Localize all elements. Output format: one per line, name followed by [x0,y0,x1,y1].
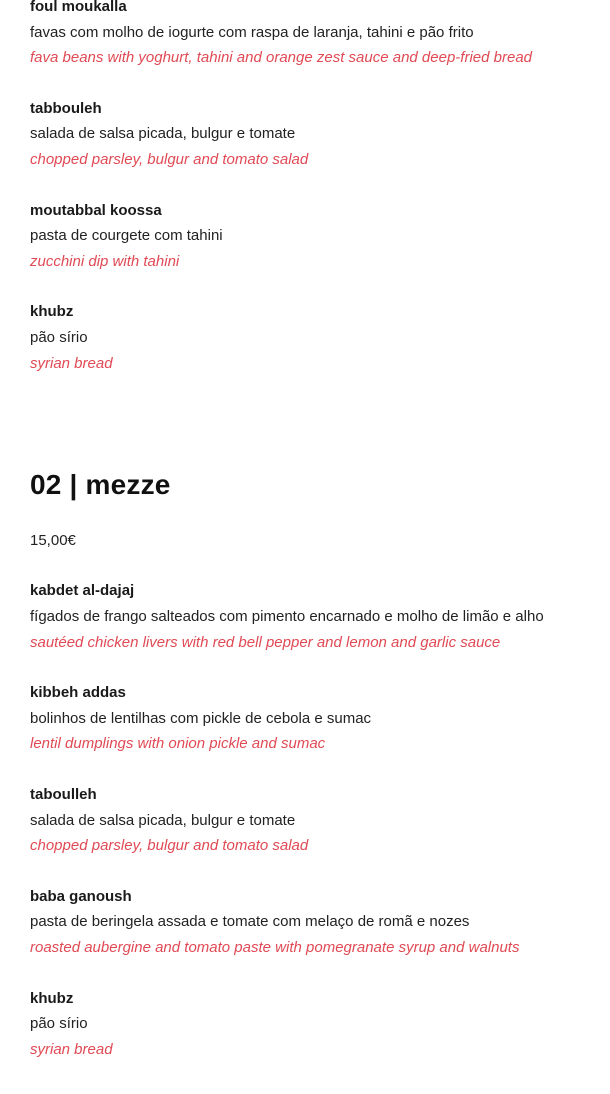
dish-name: baba ganoush [30,888,132,905]
dish-name: foul moukalla [30,0,127,15]
dish-description-pt: fígados de frango salteados com pimento encarnado e molho de limão e alho [30,608,544,625]
dish-name: moutabbal koossa [30,202,162,219]
dish-description-pt: favas com molho de iogurte com raspa de laranja, tahini e pão frito [30,24,474,41]
dish-name: khubz [30,303,74,320]
section-heading: 02 | mezze [30,469,171,500]
dish-description-en: chopped parsley, bulgur and tomato salad [30,151,309,168]
dish-description-pt: pasta de beringela assada e tomate com melaço de romã e nozes [30,913,470,930]
dish-name: khubz [30,990,74,1007]
section-price: 15,00€ [30,532,76,549]
dish-description-en: syrian bread [30,1041,113,1058]
dish-description-pt: pasta de courgete com tahini [30,227,223,244]
dish-description-en: roasted aubergine and tomato paste with pomegranate syrup and walnuts [30,939,520,956]
dish-description-pt: salada de salsa picada, bulgur e tomate [30,125,296,142]
dish-name: tabbouleh [30,100,102,117]
dish-description-en: lentil dumplings with onion pickle and sumac [30,735,326,752]
dish-description-pt: bolinhos de lentilhas com pickle de cebola e sumac [30,710,372,727]
dish-description-en: chopped parsley, bulgur and tomato salad [30,837,309,854]
dish-description-pt: pão sírio [30,329,88,346]
dish-description-pt: pão sírio [30,1015,88,1032]
dish-name: kibbeh addas [30,684,126,701]
dish-name: taboulleh [30,786,97,803]
dish-description-en: sautéed chicken livers with red bell pepper and lemon and garlic sauce [30,634,501,651]
dish-description-en: syrian bread [30,355,113,372]
dish-description-en: zucchini dip with tahini [30,253,180,270]
dish-name: kabdet al-dajaj [30,582,135,599]
dish-description-en: fava beans with yoghurt, tahini and orange zest sauce and deep-fried bread [30,49,533,66]
dish-description-pt: salada de salsa picada, bulgur e tomate [30,812,296,829]
